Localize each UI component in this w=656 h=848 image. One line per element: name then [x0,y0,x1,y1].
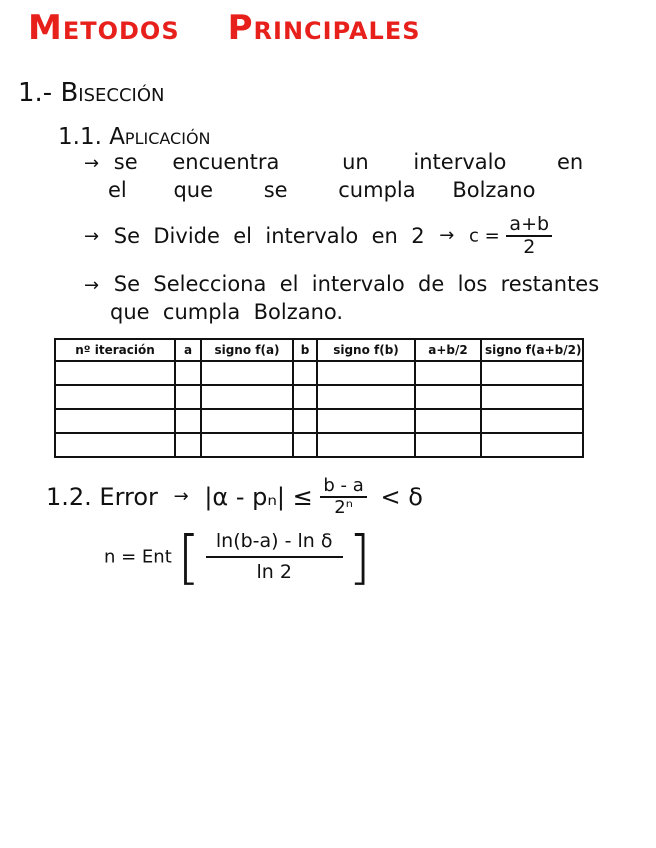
fraction-denominator: 2 [523,235,536,258]
table-cell [55,361,175,385]
word: un [342,150,369,174]
table-cell [415,385,481,409]
header-sign-fa: signo f(a) [201,339,293,361]
error-rhs: < δ [380,482,423,511]
bracket-close: ] [348,523,371,591]
word: se [113,150,138,174]
table-row [55,361,583,385]
bullet-3-text: Se Selecciona el intervalo de los restantes [113,272,600,296]
table-cell [201,409,293,433]
table-row [55,433,583,457]
table-cell [481,361,583,385]
table-cell [293,361,317,385]
error-formula [46,476,423,518]
table-cell [293,385,317,409]
table-cell [55,385,175,409]
fraction-numerator: b - a [320,476,366,498]
bullet-3-line-2: que cumpla Bolzano. [110,300,344,324]
arrow-right-icon: → [84,275,100,296]
table-cell [201,361,293,385]
subsection-heading-aplicacion: 1.1. Aplicación [58,124,211,150]
subsection-heading-error: 1.2. Error [46,482,158,511]
fraction-numerator: a+b [506,214,552,237]
bisection-iteration-table [54,338,584,458]
error-bound-fraction [320,476,366,518]
table-cell [415,361,481,385]
table-cell [201,385,293,409]
iterations-formula [104,523,371,591]
fraction-denominator: ln 2 [256,561,292,583]
arrow-right-icon: → [84,225,100,247]
table-cell [55,409,175,433]
table-cell [415,433,481,457]
table-row [55,409,583,433]
page-title [28,8,469,48]
word: encuentra [172,150,280,174]
table-cell [175,361,201,385]
table-header-row [55,339,583,361]
n-label: n = Ent [104,546,172,568]
table-cell [175,385,201,409]
table-cell [201,433,293,457]
c-label: c = [469,225,500,247]
midpoint-fraction [506,214,552,258]
title-word-2: Principales [227,8,421,48]
fraction-denominator: 2ⁿ [334,496,353,518]
bullet-1-line-2 [108,178,563,202]
bullet-2-text: Se Divide el intervalo en 2 [113,223,425,248]
table-row [55,385,583,409]
fraction-numerator: ln(b-a) - ln δ [206,531,343,558]
header-midpoint: a+b/2 [415,339,481,361]
word: se [263,178,288,202]
table-cell [317,409,415,433]
arrow-right-icon: → [439,225,455,247]
bullet-3-line-1 [84,272,599,296]
table-cell [175,409,201,433]
table-cell [317,433,415,457]
table-cell [481,409,583,433]
header-b: b [293,339,317,361]
word: el [108,178,127,202]
bullet-1-line-1 [84,150,611,174]
bracket-open: [ [177,523,201,591]
table-cell [481,385,583,409]
error-lhs: |α - pₙ| ≤ [204,482,313,511]
table-cell [55,433,175,457]
word: Bolzano [452,178,536,202]
header-sign-fmid: signo f(a+b/2) [481,339,583,361]
table-cell [481,433,583,457]
title-word-1: Metodos [28,8,180,48]
arrow-right-icon: → [173,486,189,508]
table-cell [293,433,317,457]
header-sign-fb: signo f(b) [317,339,415,361]
table-cell [175,433,201,457]
word: intervalo [413,150,507,174]
table-cell [317,385,415,409]
word: cumpla [338,178,416,202]
table-cell [415,409,481,433]
section-heading-biseccion: 1.- Bisección [18,78,165,108]
table-cell [317,361,415,385]
arrow-right-icon: → [84,153,100,174]
word: en [557,150,584,174]
header-iteration: nº iteración [55,339,175,361]
word: que [173,178,214,202]
header-a: a [175,339,201,361]
table-cell [293,409,317,433]
iterations-fraction [206,531,343,583]
bullet-2 [84,214,552,258]
